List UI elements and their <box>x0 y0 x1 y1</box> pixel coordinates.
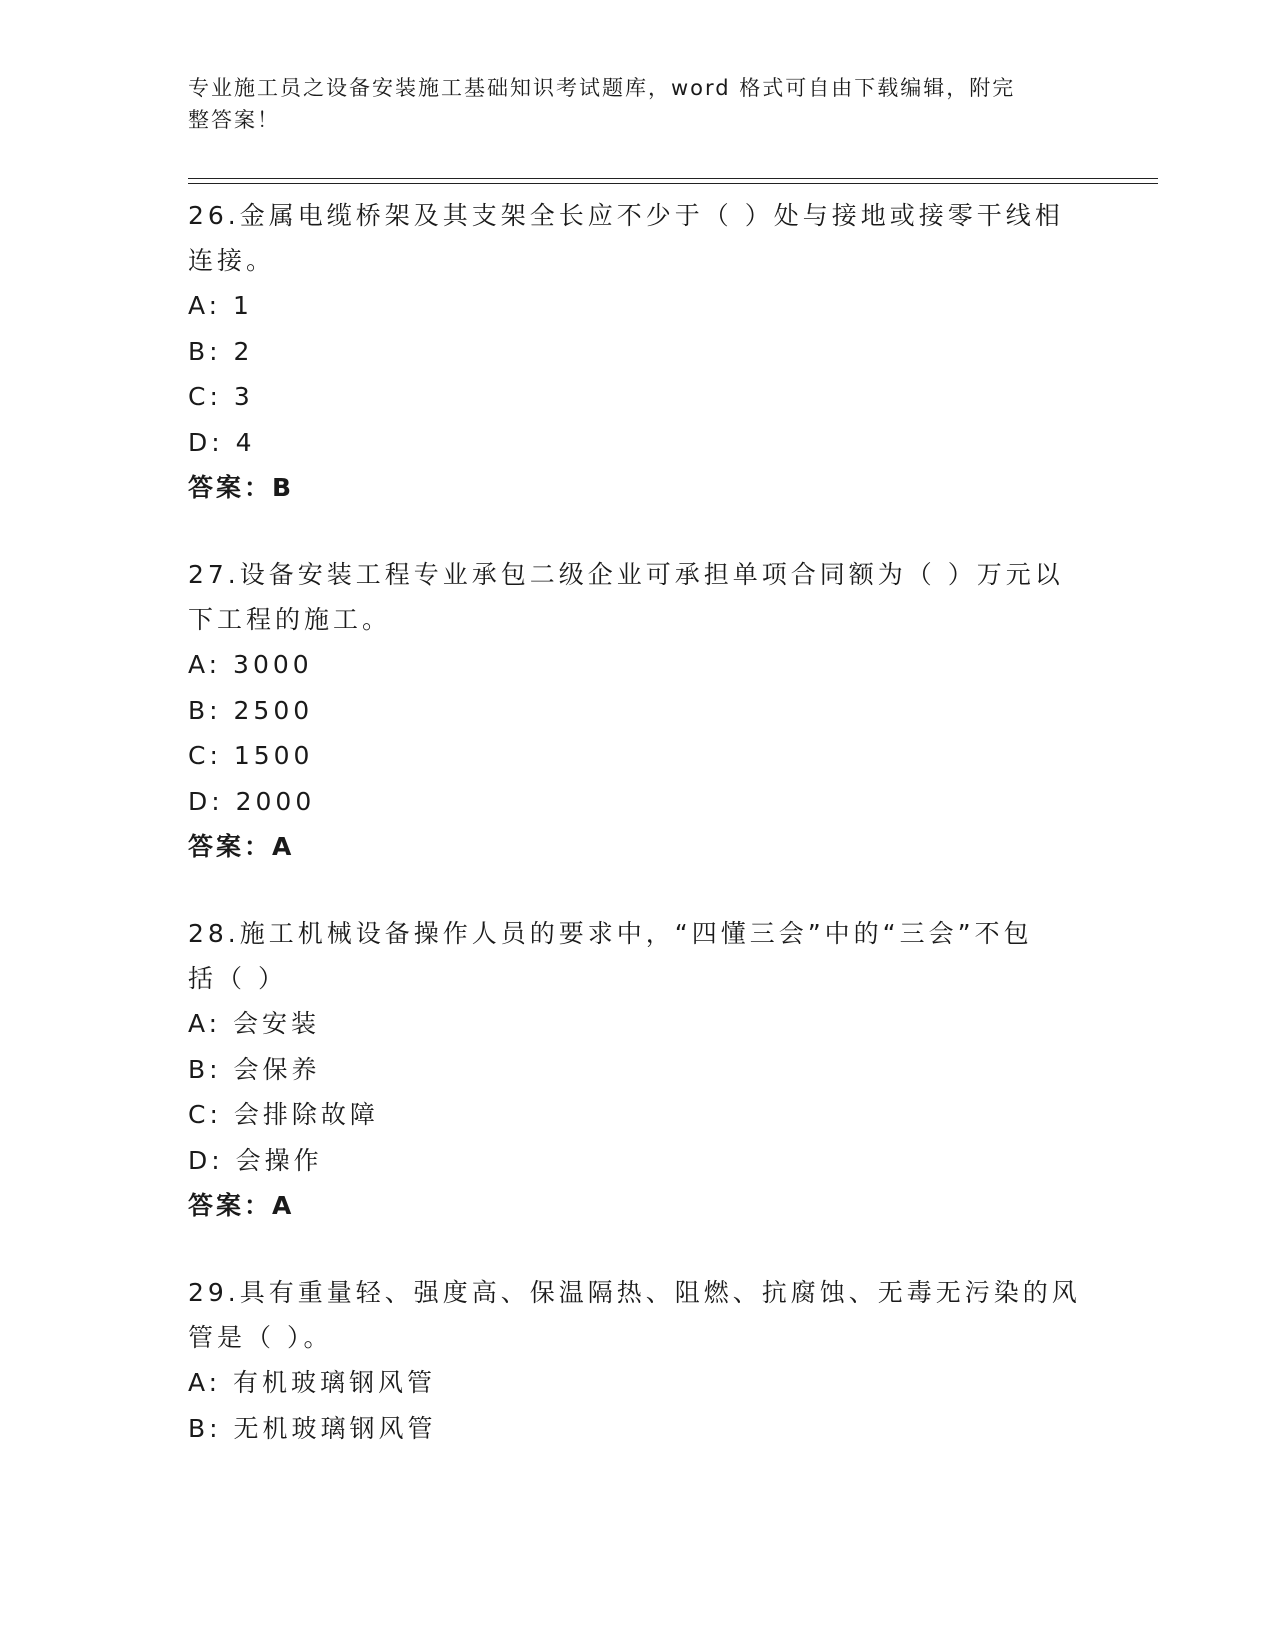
stem-line: 下工程的施工。 <box>188 605 392 634</box>
option-b: B: 会保养 <box>188 1054 321 1084</box>
stem-line: 27.设备安装工程专业承包二级企业可承担单项合同额为（ ）万元以 <box>188 560 1064 589</box>
question-26 <box>188 193 1088 510</box>
option-d: D: 会操作 <box>188 1145 323 1175</box>
option-d: D: 4 <box>188 427 256 457</box>
question-27 <box>188 552 1088 869</box>
answer: 答案：A <box>188 1191 295 1220</box>
stem-line: 26.金属电缆桥架及其支架全长应不少于（ ）处与接地或接零干线相 <box>188 201 1064 230</box>
stem-line: 29.具有重量轻、强度高、保温隔热、阻燃、抗腐蚀、无毒无污染的风 <box>188 1278 1081 1307</box>
stem-line: 管是（ ）。 <box>188 1323 333 1352</box>
question-list <box>188 193 1088 1493</box>
option-a: A: 会安装 <box>188 1009 321 1038</box>
header-line-1: 专业施工员之设备安装施工基础知识考试题库，word 格式可自由下载编辑，附完 <box>188 76 1016 100</box>
option-c: C: 3 <box>188 382 254 411</box>
question-stem <box>188 911 1088 1001</box>
option-d: D: 2000 <box>188 786 316 816</box>
option-b: B: 2500 <box>188 695 314 725</box>
stem-line: 连接。 <box>188 246 276 275</box>
option-a: A: 1 <box>188 291 253 320</box>
answer: 答案：A <box>188 832 295 861</box>
question-stem <box>188 193 1088 283</box>
question-29 <box>188 1270 1088 1451</box>
answer: 答案：B <box>188 473 295 502</box>
stem-line: 28.施工机械设备操作人员的要求中，“四懂三会”中的“三会”不包 <box>188 919 1033 948</box>
stem-line: 括（ ） <box>188 964 287 993</box>
header-divider-top <box>188 178 1158 179</box>
document-header <box>188 72 1068 136</box>
question-28 <box>188 911 1088 1228</box>
option-c: C: 会排除故障 <box>188 1100 379 1129</box>
option-a: A: 3000 <box>188 650 313 679</box>
option-a: A: 有机玻璃钢风管 <box>188 1368 437 1397</box>
option-c: C: 1500 <box>188 741 314 770</box>
header-line-2: 整答案！ <box>188 108 280 132</box>
question-stem <box>188 1270 1088 1360</box>
header-divider-bottom <box>188 183 1158 184</box>
option-b: B: 2 <box>188 336 254 366</box>
question-stem <box>188 552 1088 642</box>
option-b: B: 无机玻璃钢风管 <box>188 1413 437 1443</box>
